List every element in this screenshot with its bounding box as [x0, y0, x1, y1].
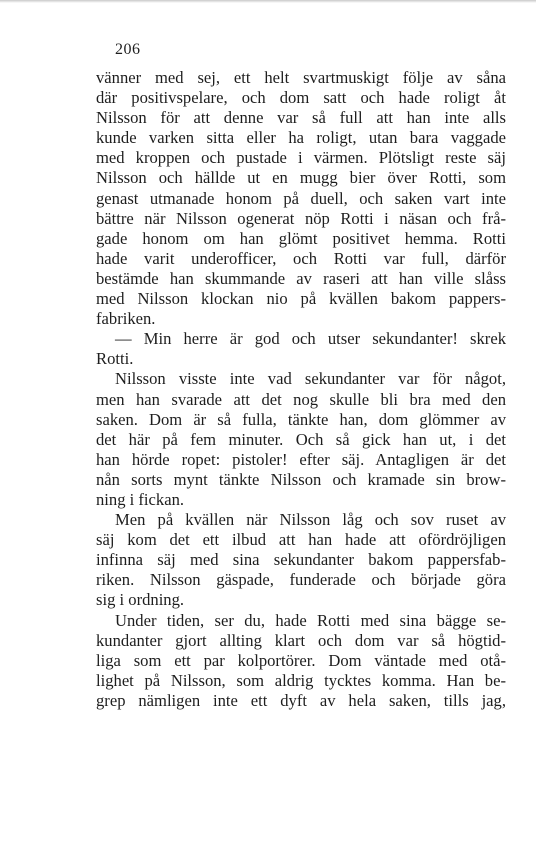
text-line: Nilsson för att denne var så full att han inte alls	[96, 108, 506, 128]
text-line: Men på kvällen när Nilsson låg och sov ruset av	[115, 510, 506, 530]
text-line: Nilsson visste inte vad sekundanter var för något,	[115, 369, 506, 389]
text-line: vänner med sej, ett helt svartmuskigt följe av såna	[96, 68, 506, 87]
text-line: fabriken.	[96, 309, 156, 329]
text-line: Under tiden, ser du, hade Rotti med sina bägge se-	[115, 610, 506, 630]
text-line: bättre när Nilsson ogenerat nöp Rotti i näsan och frå-	[96, 208, 506, 228]
text-line: säj kom det ett ilbud att han hade att ofördröjligen	[96, 530, 506, 550]
text-line: gade honom om han glömt positivet hemma. Rotti	[96, 228, 506, 248]
text-line: ning i fickan.	[96, 489, 185, 509]
text-line: infinna säj med sina sekundanter bakom pappersfab-	[96, 550, 506, 570]
text-line: Nilsson och hällde ut en mugg bier över Rotti, som	[96, 168, 506, 188]
text-line: han hörde ropet: pistoler! efter säj. Antagligen är det	[96, 449, 506, 469]
text-line: där positivspelare, och dom satt och hade roligt åt	[96, 88, 506, 108]
text-line: det här på fem minuter. Och så gick han ut, i det	[96, 429, 506, 449]
page-number: 206	[115, 41, 141, 58]
text-line: kundanter gjort allting klart och dom var så högtid-	[96, 630, 506, 650]
text-line: hade varit underofficer, och Rotti var full, därför	[96, 248, 506, 268]
text-line: liga som ett par kolportörer. Dom väntade med otå-	[96, 650, 506, 670]
text-line: — Min herre är god och utser sekundanter! skrek	[115, 329, 506, 349]
text-line: lighet på Nilsson, som aldrig tycktes komma. Han be-	[96, 670, 506, 690]
text-line: sig i ordning.	[96, 590, 185, 610]
page-top-edge	[0, 0, 536, 3]
text-line: Rotti.	[96, 349, 134, 369]
text-line: nån sorts mynt tänkte Nilsson och kramade sin brow-	[96, 469, 506, 489]
book-page	[96, 40, 506, 711]
body-text	[96, 68, 506, 711]
text-line: bestämde han skummande av raseri att han ville slåss	[96, 268, 506, 288]
text-line: grep nämligen inte ett dyft av hela saken, tills jag,	[96, 690, 506, 710]
text-line: men han svarade att det nog skulle bli bra med den	[96, 389, 506, 409]
text-line: kunde varken sitta eller ha roligt, utan bara vaggade	[96, 128, 506, 148]
text-line: saken. Dom är så fulla, tänkte han, dom glömmer av	[96, 409, 506, 429]
text-line: med kroppen och pustade i värmen. Plötsligt reste säj	[96, 148, 506, 168]
text-line: genast utmanade honom på duell, och saken vart inte	[96, 188, 506, 208]
text-line: riken. Nilsson gäspade, funderade och började göra	[96, 570, 506, 590]
text-line: med Nilsson klockan nio på kvällen bakom pappers-	[96, 289, 506, 309]
